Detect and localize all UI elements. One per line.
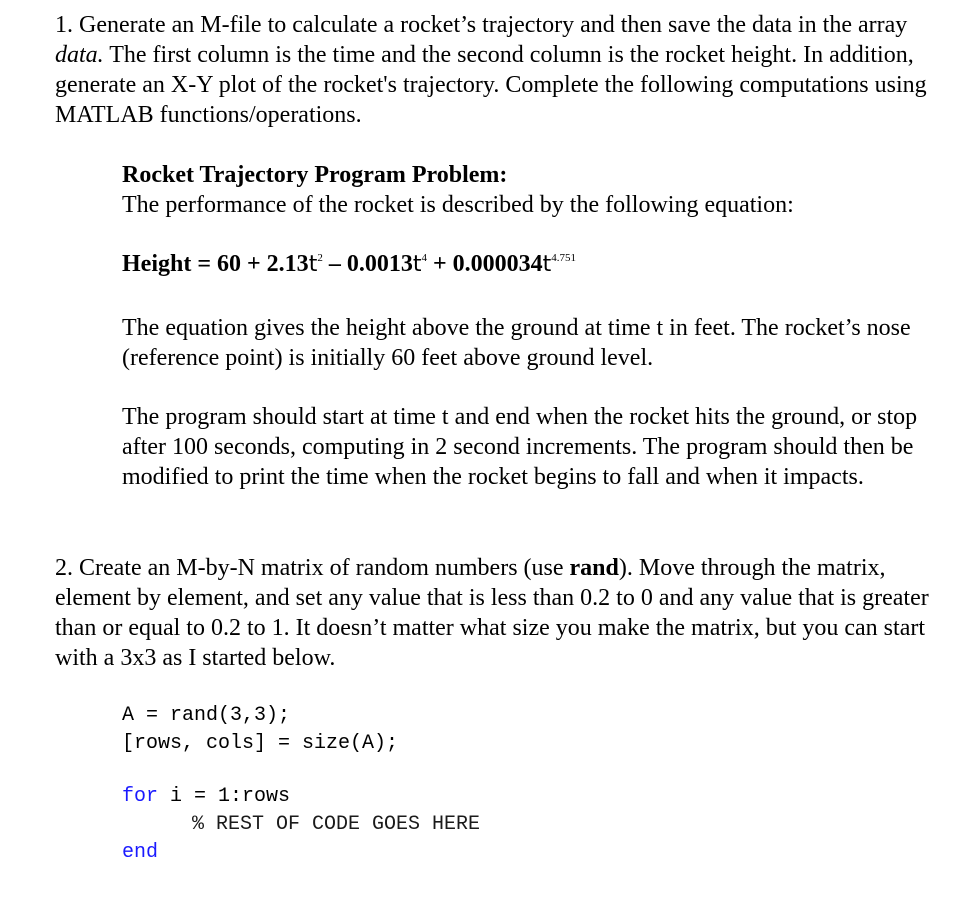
code-line xyxy=(122,783,290,811)
code-line: A = rand(3,3); xyxy=(122,704,291,727)
code-comment: % REST OF CODE GOES HERE xyxy=(192,813,481,836)
equation-variable: t xyxy=(542,252,552,277)
equation-part: + 0.000034 xyxy=(426,251,543,277)
equation-variable: t xyxy=(308,252,318,277)
rocket-heading: Rocket Trajectory Program Problem: xyxy=(122,162,508,188)
equation-variable: t xyxy=(412,252,422,277)
problem-2-text xyxy=(55,553,955,673)
equation-exponent: 4 xyxy=(421,252,427,264)
equation-exponent: 2 xyxy=(317,252,323,264)
equation-part: Height = 60 + 2.13 xyxy=(122,251,309,277)
problem-1-text xyxy=(55,10,955,130)
code-keyword: for xyxy=(122,785,159,808)
equation-exponent: 4.751 xyxy=(551,252,577,264)
code-keyword-end: end xyxy=(122,841,159,864)
height-equation xyxy=(122,251,576,278)
code-text: i = 1:rows xyxy=(158,785,291,808)
equation-explanation: The equation gives the height above the ground at time t in feet. The rocket’s nose (reference point) is initially 60 feet above ground level. xyxy=(122,315,911,371)
rand-function-name: rand xyxy=(569,555,619,581)
problem-2-segment: 2. Create an M-by-N matrix of random numbers (use xyxy=(55,555,570,581)
problem-1-segment: 1. Generate an M-file to calculate a rocket’s trajectory and then save the data in the array xyxy=(55,12,908,38)
equation-part: – 0.0013 xyxy=(322,251,413,277)
program-requirements: The program should start at time t and end when the rocket hits the ground, or stop after 100 seconds, computing in 2 second increments. The program should then be modified to print the time when the rocket begins to fall and when it impacts. xyxy=(122,404,918,490)
data-array-name: data. xyxy=(55,42,104,68)
problem-2-segment: ). Move through the matrix, element by element, and set any value that is less than 0.2 to 0 and any value that is greater than or equal to 0.2 to 1. It doesn’t matter what size you make the matrix, but you can start with a 3x3 as I started below. xyxy=(55,555,929,671)
problem-1-segment: The first column is the time and the second column is the rocket height. In addition, generate an X-Y plot of the rocket's trajectory. Complete the following computations using MATLAB functions/operations. xyxy=(55,42,927,128)
code-line: [rows, cols] = size(A); xyxy=(122,732,399,755)
rocket-description: The performance of the rocket is described by the following equation: xyxy=(122,192,794,218)
